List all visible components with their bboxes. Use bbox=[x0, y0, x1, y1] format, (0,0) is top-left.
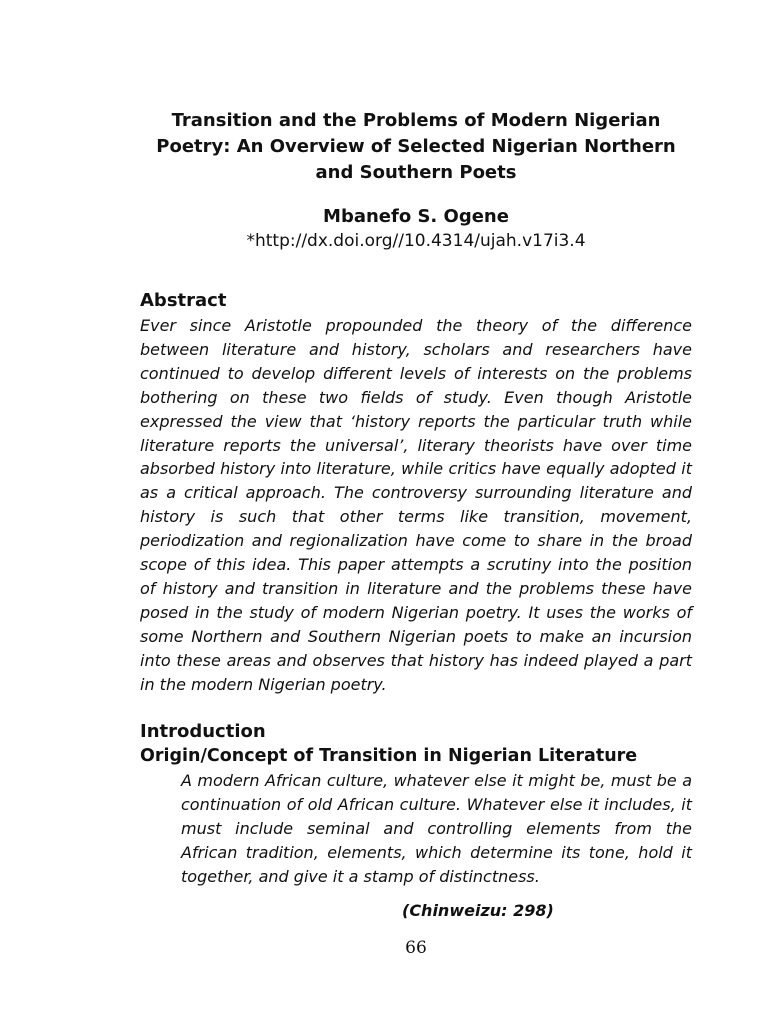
paper-title: Transition and the Problems of Modern Nigerian Poetry: An Overview of Selected Nigerian Northern and Southern Poets bbox=[156, 110, 676, 183]
section-subheading: Origin/Concept of Transition in Nigerian Literature bbox=[140, 746, 638, 766]
quote-citation: (Chinweizu: 298) bbox=[402, 901, 554, 920]
abstract-heading: Abstract bbox=[140, 290, 227, 311]
introduction-heading: Introduction bbox=[140, 721, 266, 742]
block-quote: A modern African culture, whatever else it might be, must be a continuation of old African culture. Whatever else it includes, it must include seminal and controlling elements from the African tradition, elements, which determine its tone, hold it together, and give it a stamp of distinctness. bbox=[181, 771, 692, 886]
page-number: 66 bbox=[405, 938, 427, 958]
doi-link[interactable]: *http://dx.doi.org//10.4314/ujah.v17i3.4 bbox=[246, 231, 586, 251]
author-name: Mbanefo S. Ogene bbox=[323, 206, 509, 227]
abstract-text: Ever since Aristotle propounded the theory of the difference between literature and history, scholars and researchers have continued to develop different levels of interests on the problems bothering on these two fields of study. Even though Aristotle expressed the view that ‘history reports the particular truth while literature reports the universal’, literary theorists have over time absorbed history into literature, while critics have equally adopted it as a critical approach. The controversy surrounding literature and history is such that other terms like transition, movement, periodization and regionalization have come to share in the broad scope of this idea. This paper attempts a scrutiny into the position of history and transition in literature and the problems these have posed in the study of modern Nigerian poetry. It uses the works of some Northern and Southern Nigerian poets to make an incursion into these areas and observes that history has indeed played a part in the modern Nigerian poetry. bbox=[140, 316, 692, 694]
